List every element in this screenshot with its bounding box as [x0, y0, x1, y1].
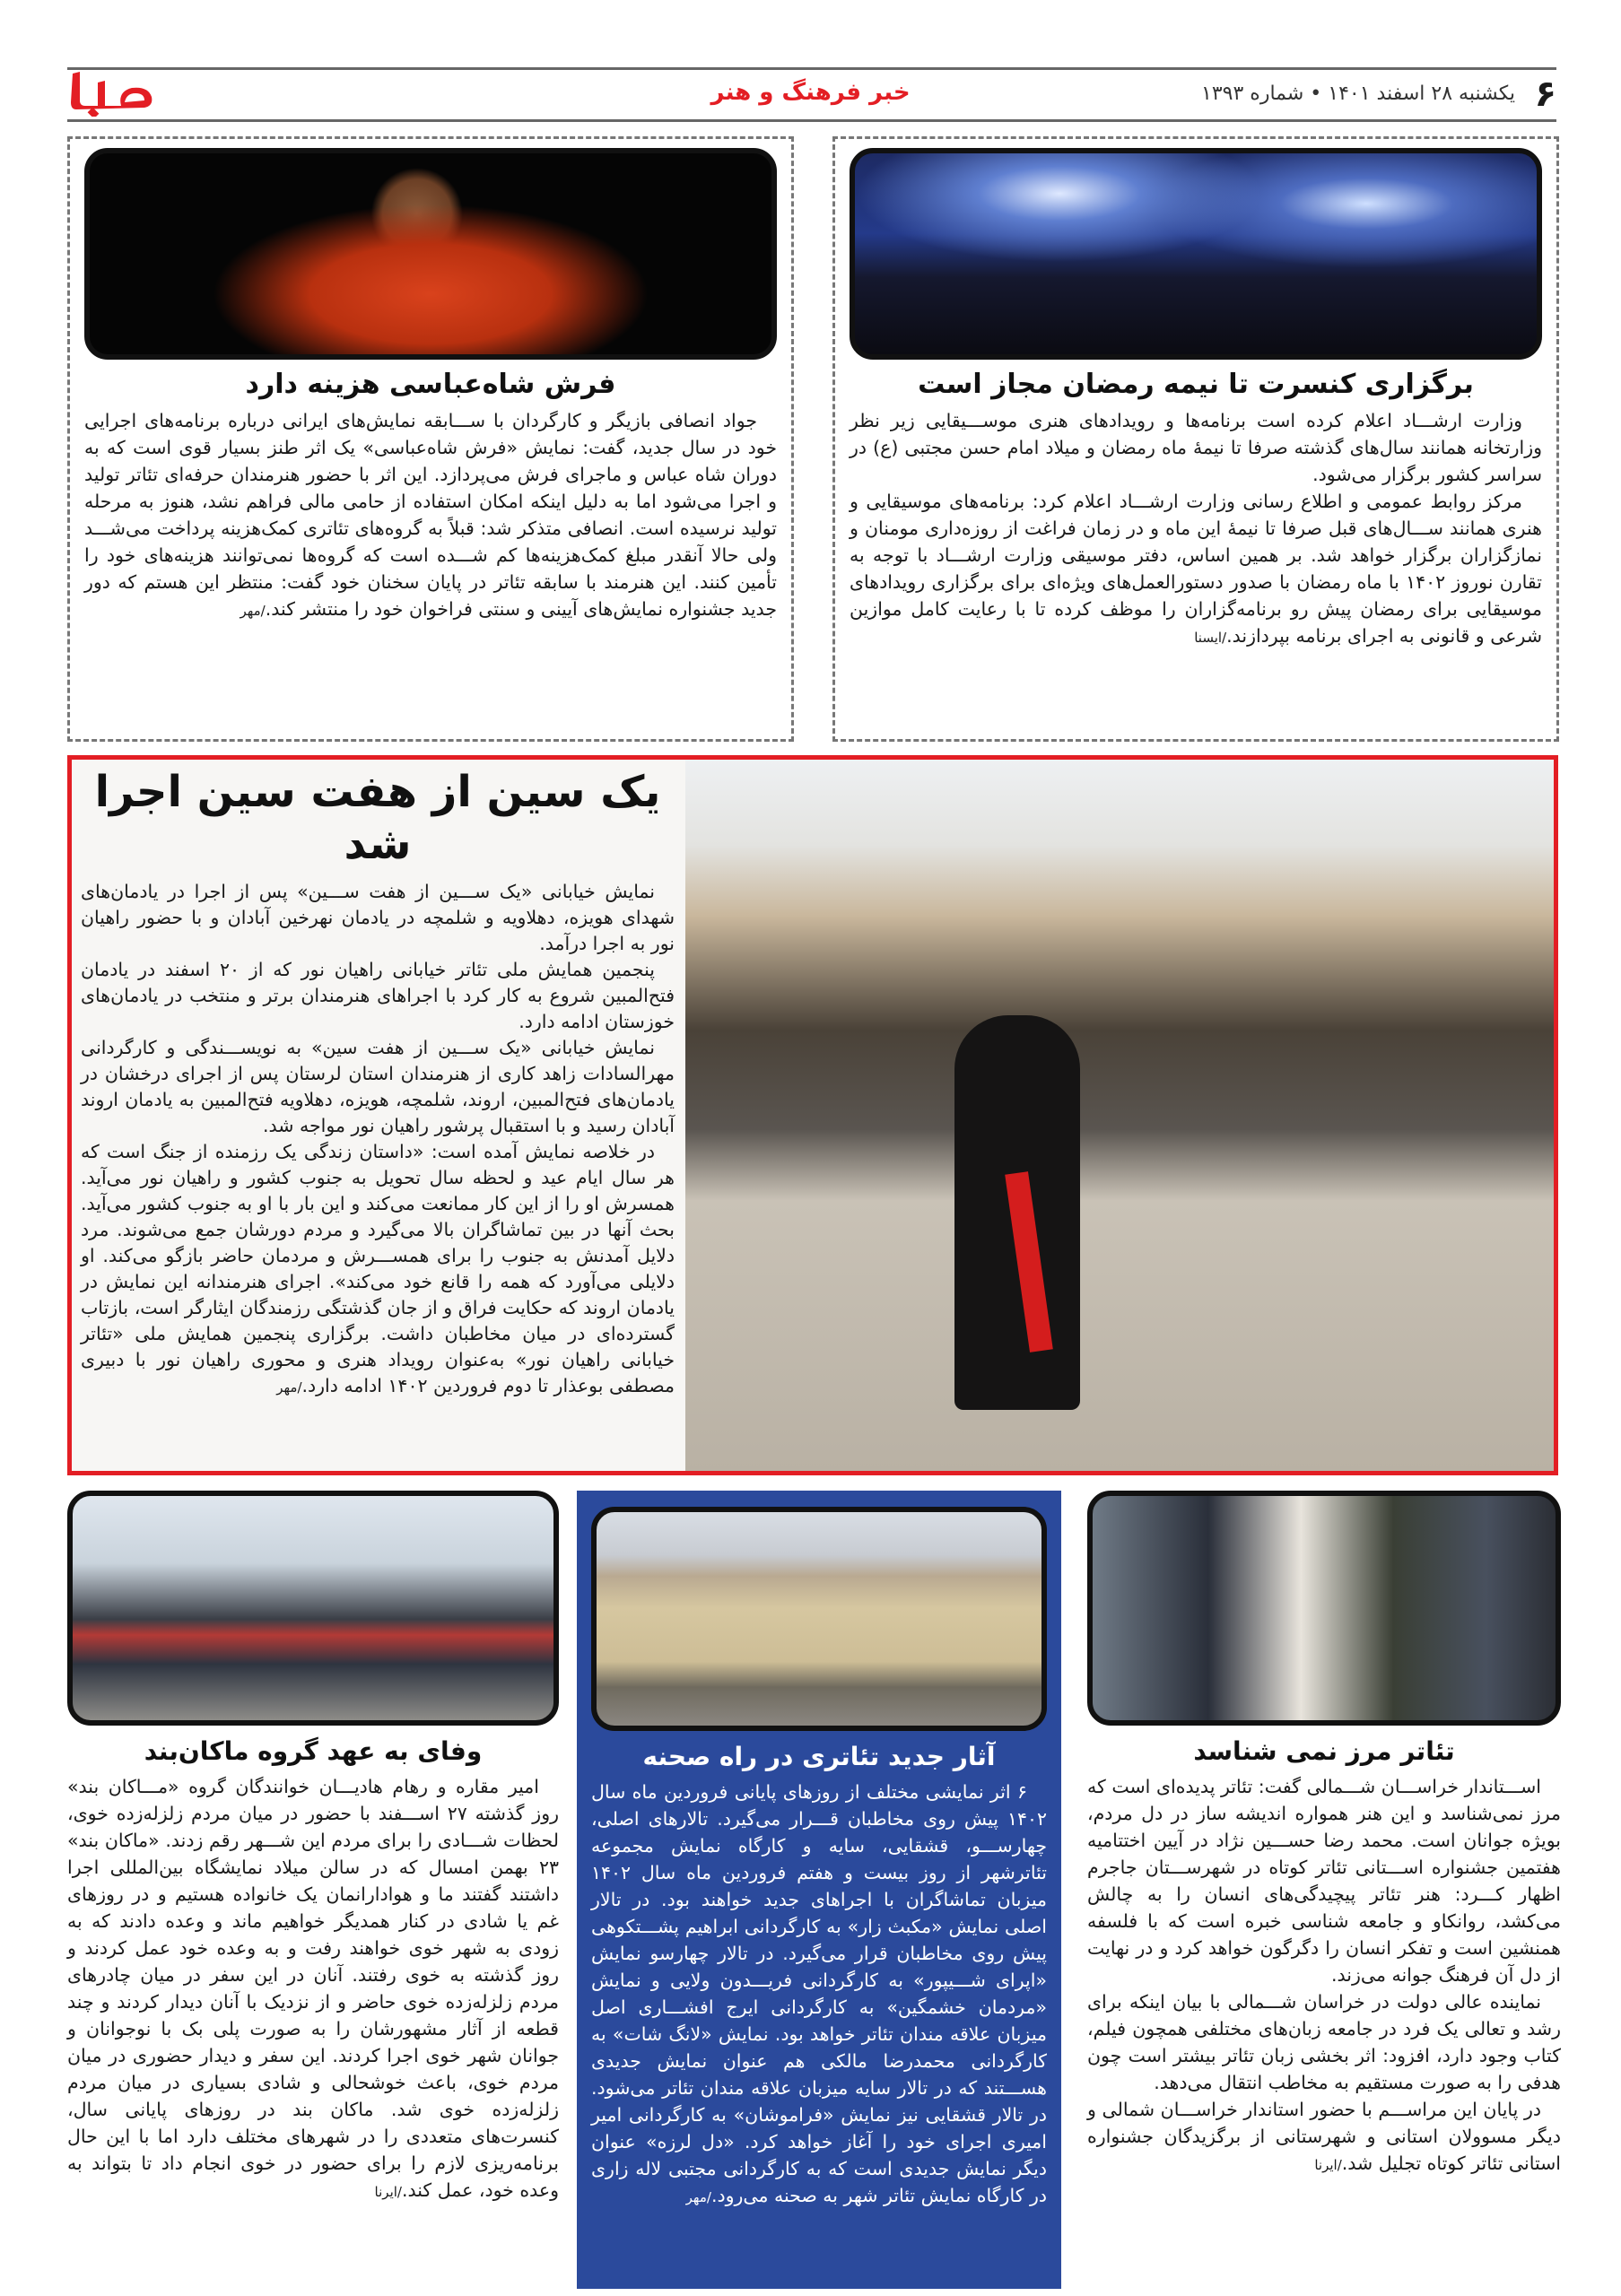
- borderless-headline: تئاتر مرز نمی شناسد: [1193, 1736, 1455, 1766]
- street-theatre-photo: [685, 760, 1554, 1471]
- paragraph: در پایان این مراســـم با حضور استاندار خراســـان شمالی و دیگر مسوولان استانی و شهرستانی از برگزیدگان جشنواره استانی تئاتر کوتاه تجلیل شد./ایرنا: [1087, 2099, 1561, 2174]
- new-works-article: [577, 1491, 1061, 2289]
- source-credit: /ایرنا: [1314, 2157, 1342, 2173]
- section-title: خبر فرهنگ و هنر: [710, 79, 911, 106]
- source-credit: /ایرنا: [374, 2184, 402, 2200]
- concert-article: [832, 136, 1559, 742]
- paragraph: نمایش خیابانی «یک ســـین از هفت سین» به نویســـندگی و کارگردانی مهرالسادات زاهد کاری از هنرمندان استان لرستان پس از اجرای درخشان در یادمان‌های فتح‌المبین، اروند، شلمچه، هویزه، دهلاویه فتح‌المبین به یادمان اروند آبادان رسید و با استقبال پرشور راهیان نور مواجه شد.: [81, 1037, 675, 1137]
- header-top-rule: [67, 67, 1556, 70]
- haft-sin-text-column: [81, 767, 675, 1465]
- haft-sin-feature: [67, 755, 1558, 1475]
- header-bottom-rule: [67, 119, 1556, 122]
- concert-headline: برگزاری کنسرت تا نیمه رمضان مجاز است: [918, 369, 1474, 400]
- paragraph: اســـتاندار خراســـان شـــمالی گفت: تئاتر پدیده‌ای است که مرز نمی‌شناسد و این هنر همواره اندیشه ساز در دل مردم، بویژه جوانان است. محمد رضا حســـین نژاد در آیین اختتامیه هفتمین جشنواره اســـتانی تئاتر کوتاه در شهرســـتان جاجرم اظهار کـــرد: هنر تئاتر پیچیدگی‌های انسان را به چالش می‌کشد، روانکاو و جامعه شناسی خبره است که با فلسفه همنشین است و تفکر انسان را دگرگون خواهد کرد و در نهایت از دل آن فرهنگ جوانه می‌زند.: [1087, 1776, 1561, 1986]
- makan-band-headline: وفای به عهد گروه ماکان‌بند: [144, 1736, 483, 1766]
- band-crowd-photo: [67, 1491, 559, 1726]
- makan-band-body: [67, 1773, 559, 2205]
- carpet-headline: فرش شاه‌عباسی هزینه دارد: [245, 369, 616, 400]
- paragraph: پنجمین همایش ملی تئاتر خیابانی راهیان نور که از ۲۰ اسفند در یادمان فتح‌المبین شروع به کار کرد با اجراهای هنرمندان برتر و منتخب در یادمان‌های خوزستان ادامه دارد.: [81, 959, 675, 1033]
- carpet-article: [67, 136, 794, 742]
- concert-photo: [850, 148, 1542, 360]
- new-works-body: [591, 1779, 1047, 2211]
- paragraph: در خلاصه نمایش آمده است: «داستان زندگی یک رزمنده از جنگ است که هر سال ایام عید و لحظه سال تحویل به جنوب کشور و راهیان نور می‌آید. همسرش او را از این کار ممانعت می‌کند و این بار با او به جنوب کشور می‌آید. بحث آنها در بین تماشاگران بالا می‌گیرد و مردم دورشان جمع می‌شوند. مرد دلایل آمدنش به جنوب را برای همســـرش و مردمان حاضر بازگو می‌کند. او دلایلی می‌آورد که همه را قانع خود می‌کند». اجرای هنرمندانه این نمایش در یادمان اروند که حکایت فراق و از جان گذشتگی رزمندگان ایثارگر است، بازتاب گسترده‌ای در میان مخاطبان داشت. برگزاری پنجمین همایش ملی «تئاتر خیابانی راهیان نور» به‌عنوان رویداد هنری و محوری راهیان نور با دبیری مصطفی بوعذار تا دوم فروردین ۱۴۰۲ ادامه دارد./مهر: [81, 1141, 675, 1397]
- new-works-headline: آثار جدید تئاتری در راه صحنه: [642, 1742, 996, 1771]
- concert-body: [850, 407, 1542, 651]
- source-credit: /مهر: [276, 1379, 302, 1396]
- paragraph: نمایش خیابانی «یک ســـین از هفت ســـین» پس از اجرا در یادمان‌های شهدای هویزه، دهلاویه و شلمچه در یادمان نهرخین آبادان و با حضور راهیان نور به اجرا درآمد.: [81, 881, 675, 955]
- source-credit: /ایسنا: [1194, 630, 1227, 646]
- source-credit: /مهر: [685, 2189, 711, 2205]
- haft-sin-body: [81, 879, 675, 1401]
- newspaper-logo: [67, 70, 157, 117]
- paragraph: نماینده عالی دولت در خراسان شـــمالی با بیان اینکه برای رشد و تعالی یک فرد در جامعه زبان‌های مختلفی همچون فیلم، کتاب وجود دارد، افزود: اثر بخشی زبان تئاتر بیشتر است چون هدفی را به صورت مستقیم به مخاطب انتقال می‌دهد.: [1087, 1991, 1561, 2093]
- makan-band-article: [67, 1491, 559, 2289]
- paragraph: ۶ اثر نمایشی مختلف از روزهای پایانی فروردین ماه سال ۱۴۰۲ پیش روی مخاطبان قـــرار می‌گیرد. تالارهای اصلی، چهارســـو، قشقایی، سایه و کارگاه نمایش مجموعه تئاترشهر از روز بیست و هفتم فروردین ماه سال ۱۴۰۲ میزبان تماشاگران با اجراهای جدید خواهند بود. در تالار اصلی نمایش «مکبث زار» به کارگردانی ابراهیم پشـــتکوهی پیش روی مخاطبان قرار می‌گیرد. در تالار چهارسو نمایش «اپرای شـــیپور» به کارگردانی فریـــدون ولایی و نمایش «مردمان خشمگین» به کارگردانی ایرج افشـــاری اصل میزبان علاقه مندان تئاتر خواهد بود. نمایش «لانگ شات» به کارگردانی محمدرضا مالکی هم عنوان نمایش جدیدی هســـتند که در تالار سایه میزبان علاقه مندان تئاتر می‌شود. در تالار قشقایی نیز نمایش «فراموشان» به کارگردانی امیر امیری اجرای خود را آغاز خواهد کرد. «دل لرزه» عنوان دیگر نمایش جدیدی است که به کارگردانی مجتبی لاله زاری در کارگاه نمایش تئاتر شهر به صحنه می‌رود./مهر: [591, 1781, 1047, 2206]
- page-number: ۶: [1534, 74, 1556, 115]
- actor-photo: [84, 148, 777, 360]
- source-credit: /مهر: [240, 603, 266, 619]
- carpet-body: [84, 407, 777, 624]
- borderless-body: [1087, 1773, 1561, 2179]
- paragraph: جواد انصافی بازیگر و کارگردان با ســـابقه نمایش‌های ایرانی درباره برنامه‌های اجرایی خود در سال جدید، گفت: نمایش «فرش شاه‌عباسی» یک اثر طنز بسیار قوی است که به دوران شاه عباس و ماجرای فرش می‌پردازد. این اثر با حضور هنرمندان حرفه‌ای تئاتر تولید و اجرا می‌شود اما به دلیل اینکه امکان استفاده از حامی مالی فراهم نشد، هنوز به مرحله تولید نرسیده است. انصافی متذکر شد: قبلاً به گروه‌های تئاتری کمک‌هزینه پرداخت می‌شـــد ولی حالا آنقدر مبلغ کمک‌هزینه‌ها کم شـــده است که گروه‌ها نمی‌توانند هزینه‌های خود را تأمین کنند. این هنرمند با سابقه تئاتر در پایان سخنان خود گفت: منتظر این هستم که دور جدید جشنواره نمایش‌های آیینی و سنتی فراخوان خود را منتشر کند./مهر: [84, 410, 777, 620]
- paragraph: مرکز روابط عمومی و اطلاع رسانی وزارت ارشـــاد اعلام کرد: برنامه‌های موسیقایی و هنری همانند ســـال‌های قبل صرفا تا نیمهٔ این ماه و در زمان فراغت از روزه‌داری مومنان و نمازگزاران برگزار خواهد شد. بر همین اساس، دفتر موسیقی وزارت ارشـــاد با توجه به تقارن نوروز ۱۴۰۲ با ماه رمضان با صدور دستورالعمل‌های ویژه‌ای برای برگزاری رویدادهای موسیقایی برای رمضان پیش رو برنامه‌گزاران را موظف کرده تا با رعایت کامل موازین شرعی و قانونی به اجرای برنامه بپردازند./ایسنا: [850, 491, 1542, 647]
- issue-date: یکشنبه ۲۸ اسفند ۱۴۰۱ • شماره ۱۳۹۳: [1201, 83, 1515, 105]
- city-theatre-photo: [591, 1507, 1047, 1731]
- haft-sin-headline: یک سین از هفت سین اجرا شد: [94, 767, 661, 869]
- ceremony-photo: [1087, 1491, 1561, 1726]
- paragraph: امیر مقاره و رهام هادیـــان خوانندگان گروه «مـــاکان بند» روز گذشته ۲۷ اســـفند با حضور در میان مردم زلزله‌زده خوی، لحظات شـــادی را برای مردم این شـــهر رقم زدند. «ماکان بند» ۲۳ بهمن امسال که در سالن میلاد نمایشگاه بین‌المللی اجرا داشتند گفتند ما و هوادارانمان یک خانواده هستیم و در روزهای غم یا شادی در کنار همدیگر خواهیم ماند و وعده دادند که به زودی به شهر خوی خواهند رفت و به وعده خود عمل کردند و روز گذشته به خوی رفتند. آنان در این سفر در میان چادرهای مردم زلزله‌زده خوی حاضر و از نزدیک با آنان دیدار کردند و چند قطعه از آثار مشهورشان را به صورت پلی بک با نوجوانان و جوانان شهر خوی اجرا کردند. این سفر و دیدار حضوری در میان مردم خوی، باعث خوشحالی و شادی بسیاری در میان مردم زلزله‌زده خوی شد. ماکان بند در روزهای پایانی سال، کنسرت‌های متعددی را در شهرهای مختلف دارد اما با این حال برنامه‌ریزی لازم را برای حضور در خوی انجام داد تا بتواند به وعده خود، عمل کند./ایرنا: [67, 1776, 559, 2201]
- paragraph: وزارت ارشـــاد اعلام کرده است برنامه‌ها و رویدادهای هنری موســـیقایی زیر نظر وزارتخانه همانند سال‌های گذشته صرفا تا نیمهٔ ماه رمضان و میلاد امام حسن مجتبی (ع) در سراسر کشور برگزار می‌شود.: [850, 410, 1542, 485]
- borderless-article: [1087, 1491, 1561, 2289]
